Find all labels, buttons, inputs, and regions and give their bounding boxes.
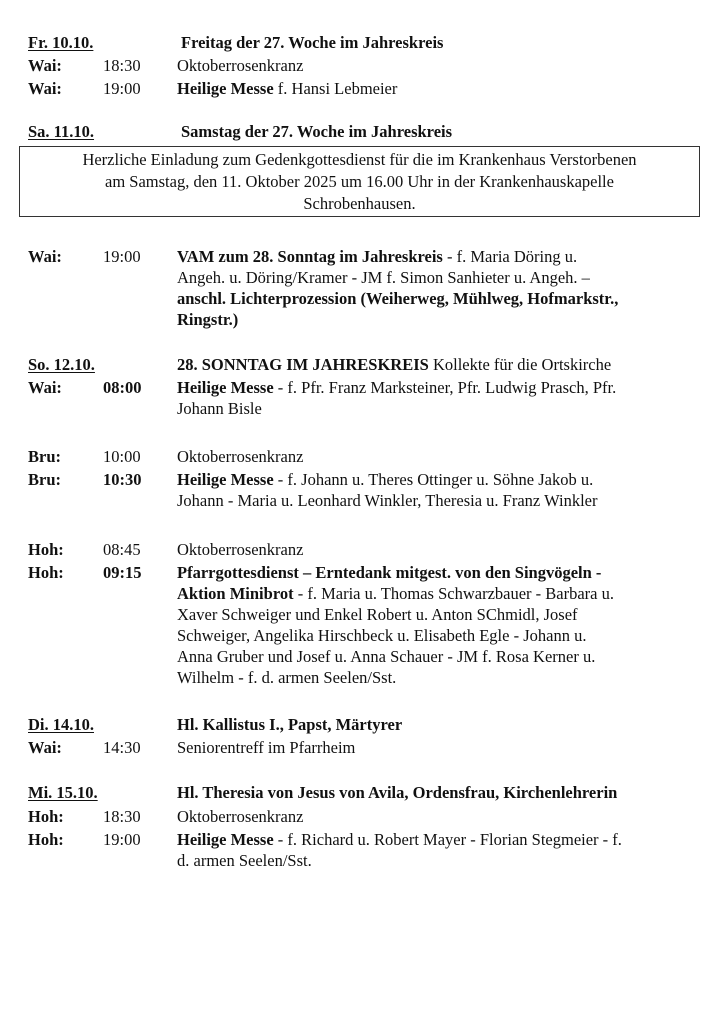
entry-description: Oktoberrosenkranz — [177, 807, 304, 826]
entry-text: - f. Maria Döring u. — [442, 247, 578, 266]
entry-location: Wai: — [28, 56, 62, 75]
entry-description — [177, 78, 697, 99]
desc-line — [177, 646, 697, 667]
entry-time: 18:30 — [103, 807, 141, 826]
entry-location: Bru: — [28, 447, 61, 466]
entry-location: Wai: — [28, 79, 62, 98]
entry-bold: Heilige Messe — [177, 79, 274, 98]
entry-description: Oktoberrosenkranz — [177, 540, 304, 559]
entry-time: 18:30 — [103, 56, 141, 75]
entry-text: Wilhelm - f. d. armen Seelen/Sst. — [177, 668, 397, 687]
entry-location: Bru: — [28, 470, 61, 489]
entry-time: 19:00 — [103, 247, 141, 266]
entry-text: Johann Bisle — [177, 399, 262, 418]
notice-box — [19, 146, 700, 217]
entry-text: Angeh. u. Döring/Kramer - JM f. Simon Sanhieter u. Angeh. – — [177, 268, 590, 287]
day-title: Hl. Theresia von Jesus von Avila, Ordensfrau, Kirchenlehrerin — [177, 783, 618, 802]
entry-text: - f. Maria u. Thomas Schwarzbauer - Barbara u. — [293, 584, 614, 603]
entry-text: Anna Gruber und Josef u. Anna Schauer - JM f. Rosa Kerner u. — [177, 647, 596, 666]
entry-bold: Ringstr.) — [177, 310, 239, 329]
entry-time: 10:30 — [103, 470, 142, 489]
entry-description — [177, 377, 697, 419]
entry-text: Xaver Schweiger und Enkel Robert u. Anton SChmidl, Josef — [177, 605, 578, 624]
desc-line — [177, 288, 697, 309]
entry-description — [177, 246, 697, 330]
entry-time: 09:15 — [103, 563, 142, 582]
desc-line — [177, 309, 697, 330]
entry-location: Wai: — [28, 247, 62, 266]
desc-line — [177, 267, 697, 288]
entry-location: Wai: — [28, 378, 62, 397]
entry-description — [177, 829, 697, 871]
notice-line: Schrobenhausen. — [303, 194, 416, 213]
desc-line — [177, 850, 697, 871]
desc-line — [177, 667, 697, 688]
day-date: Di. 14.10. — [28, 715, 94, 734]
notice-line: Herzliche Einladung zum Gedenkgottesdienst für die im Krankenhaus Verstorbenen — [82, 150, 637, 169]
entry-time: 08:00 — [103, 378, 142, 397]
entry-text: Schweiger, Angelika Hirschbeck u. Elisabeth Egle - Johann u. — [177, 626, 587, 645]
entry-time: 10:00 — [103, 447, 141, 466]
day-title — [177, 354, 611, 375]
entry-text: Johann - Maria u. Leonhard Winkler, Theresia u. Franz Winkler — [177, 491, 598, 510]
entry-location: Hoh: — [28, 563, 64, 582]
entry-description: Seniorentreff im Pfarrheim — [177, 738, 356, 757]
day-date: So. 12.10. — [28, 355, 95, 374]
entry-bold: Aktion Minibrot — [177, 584, 294, 603]
entry-time: 14:30 — [103, 738, 141, 757]
desc-line — [177, 377, 697, 398]
day-date: Sa. 11.10. — [28, 122, 95, 141]
desc-line — [177, 625, 697, 646]
day-date: Fr. 10.10. — [28, 33, 94, 52]
desc-line — [177, 469, 697, 490]
day-date: Mi. 15.10. — [28, 783, 98, 802]
desc-line — [177, 562, 697, 583]
entry-bold: VAM zum 28. Sonntag im Jahreskreis — [177, 247, 443, 266]
notice-line: am Samstag, den 11. Oktober 2025 um 16.00 Uhr in der Krankenhauskapelle — [105, 172, 614, 191]
entry-bold: Pfarrgottesdienst – Erntedank mitgest. von den Singvögeln - — [177, 563, 602, 582]
entry-location: Hoh: — [28, 830, 64, 849]
entry-time: 19:00 — [103, 830, 141, 849]
day-title: Samstag der 27. Woche im Jahreskreis — [181, 122, 453, 141]
entry-bold: Heilige Messe — [177, 378, 274, 397]
entry-location: Hoh: — [28, 540, 64, 559]
entry-text: - f. Richard u. Robert Mayer - Florian Stegmeier - f. — [273, 830, 622, 849]
entry-text: d. armen Seelen/Sst. — [177, 851, 312, 870]
entry-description — [177, 469, 697, 511]
entry-bold: Heilige Messe — [177, 830, 274, 849]
entry-text: - f. Pfr. Franz Marksteiner, Pfr. Ludwig Prasch, Pfr. — [273, 378, 617, 397]
desc-line — [177, 398, 697, 419]
entry-description: Oktoberrosenkranz — [177, 56, 304, 75]
entry-bold: anschl. Lichterprozession (Weiherweg, Mühlweg, Hofmarkstr., — [177, 289, 619, 308]
day-title: Freitag der 27. Woche im Jahreskreis — [181, 33, 444, 52]
entry-text: f. Hansi Lebmeier — [273, 79, 398, 98]
entry-text: - f. Johann u. Theres Ottinger u. Söhne Jakob u. — [273, 470, 594, 489]
desc-line — [177, 604, 697, 625]
entry-time: 19:00 — [103, 79, 141, 98]
entry-time: 08:45 — [103, 540, 141, 559]
desc-line — [177, 490, 697, 511]
desc-line — [177, 246, 697, 267]
entry-location: Wai: — [28, 738, 62, 757]
entry-description — [177, 562, 697, 688]
day-title: Hl. Kallistus I., Papst, Märtyrer — [177, 715, 403, 734]
entry-location: Hoh: — [28, 807, 64, 826]
entry-description: Oktoberrosenkranz — [177, 447, 304, 466]
desc-line — [177, 829, 697, 850]
entry-bold: Heilige Messe — [177, 470, 274, 489]
desc-line — [177, 583, 697, 604]
day-title-bold: 28. SONNTAG IM JAHRESKREIS — [177, 355, 429, 374]
collection-note: Kollekte für die Ortskirche — [428, 355, 612, 374]
